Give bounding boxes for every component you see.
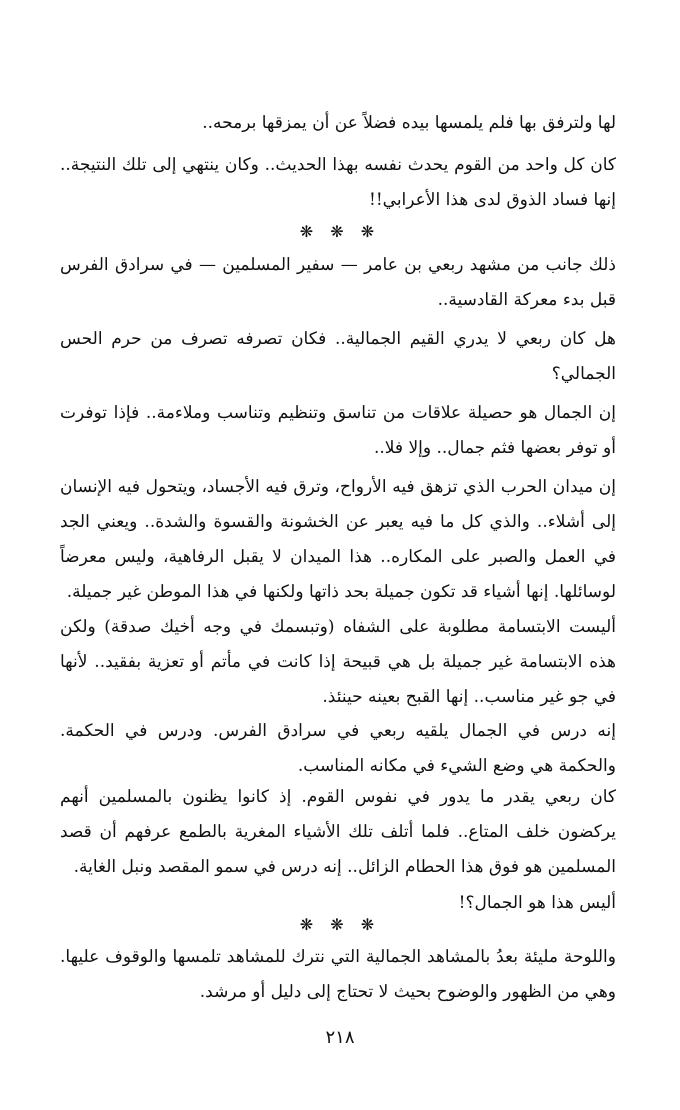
paragraph-2: كان كل واحد من القوم يحدث نفسه بهذا الحديث.. وكان ينتهي إلى تلك النتيجة.. إنها فساد الذوق لدى هذا الأعرابي!! (60, 155, 616, 210)
paragraph-9: كان ربعي يقدر ما يدور في نفوس القوم. إذ كانوا يظنون بالمسلمين أنهم يركضون خلف المتاع.. فلما أتلف تلك الأشياء المغرية بالطمع عرفهم أن قصد المسلمين هو فوق هذا الحطام الزائل.. إنه درس في سمو المقصد ونبل الغاية. (60, 787, 616, 877)
paragraph-3: ذلك جانب من مشهد ربعي بن عامر — سفير المسلمين — في سرادق الفرس قبل بدء معركة القادسية.. (60, 255, 616, 310)
paragraph-8: إنه درس في الجمال يلقيه ربعي في سرادق الفرس. ودرس في الحكمة. والحكمة هي وضع الشيء في مكانه المناسب. (60, 721, 616, 776)
section-divider: ❋ ❋ ❋ (299, 222, 381, 241)
paragraph-1: لها ولترفق بها فلم يلمسها بيده فضلاً عن أن يمزقها برمحه.. (202, 113, 616, 133)
paragraph-4: هل كان ربعي لا يدري القيم الجمالية.. فكان تصرفه تصرف من حرم الحس الجمالي؟ (60, 329, 616, 384)
section-divider: ❋ ❋ ❋ (299, 915, 381, 934)
paragraph-11: واللوحة مليئة بعدُ بالمشاهد الجمالية التي نترك للمشاهد تلمسها والوقوف عليها. وهي من الظهور والوضوح بحيث لا تحتاج إلى دليل أو مرشد. (60, 947, 616, 1002)
paragraph-10: أليس هذا هو الجمال؟! (458, 893, 616, 913)
page-number: ٢١٨ (325, 1027, 355, 1048)
paragraph-5: إن الجمال هو حصيلة علاقات من تناسق وتنظيم وتناسب وملاءمة.. فإذا توفرت أو توفر بعضها فثم جمال.. وإلا فلا.. (60, 403, 616, 458)
paragraph-6: إن ميدان الحرب الذي تزهق فيه الأرواح، وترق فيه الأجساد، ويتحول فيه الإنسان إلى أشلاء.. والذي كل ما فيه يعبر عن الخشونة والقسوة والشدة.. ويعني الجد في العمل والصبر على المكاره.. هذا الميدان لا يقبل الرفاهية، وليس معرضاً لوسائلها. إنها أشياء قد تكون جميلة بحد ذاتها ولكنها في هذا الموطن غير جميلة. (60, 477, 616, 602)
paragraph-7: أليست الابتسامة مطلوبة على الشفاه (وتبسمك في وجه أخيك صدقة) ولكن هذه الابتسامة غير جميلة بل هي قبيحة إذا كانت في مأتم أو تعزية بفقيد.. لأنها في جو غير مناسب.. إنها القبح بعينه حينئذ. (60, 617, 616, 707)
